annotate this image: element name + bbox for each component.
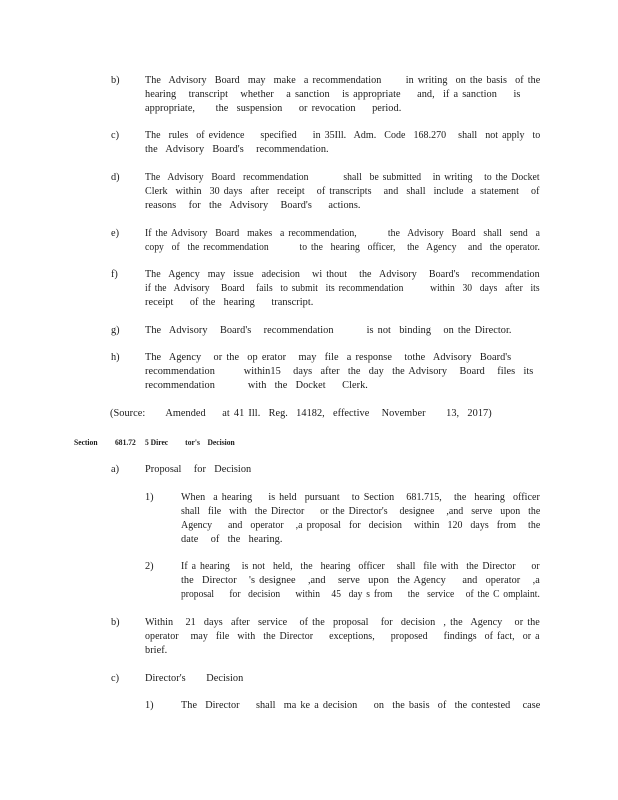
paragraph-line: If the Advisory Board makes a recommendation, the Advisory Board shall send a [145,228,541,239]
paragraph-line: The Agency may issue adecision wi thout the Advisory Board's recommendation [145,269,540,280]
paragraph-line: The Advisory Board may make a recommendation in writing on the basis of the [145,75,541,86]
paragraph-line: The rules of evidence specified in 35Ill. Adm. Code 168.270 shall not apply to [145,130,541,141]
paragraph-line: brief. [145,645,168,656]
item-label: f) [111,269,118,280]
paragraph-line: appropriate, the suspension or revocation period. [145,103,402,114]
item-label: 1) [145,492,154,503]
paragraph-line: the Director 's designee ,and serve upon the Agency and operator ,a [181,575,540,586]
item-label: c) [111,673,119,684]
source-note: (Source: Amended at 41 Ill. Reg. 14182, effective November 13, 2017) [110,408,492,419]
section-number: 681.72 [115,437,136,447]
paragraph-line: shall file with the Director or the Director's designee ,and serve upon the [181,506,541,517]
paragraph-line: if the Advisory Board fails to submit its recommendation within 30 days after its [145,283,540,294]
item-label: h) [111,352,120,363]
item-heading: Director's Decision [145,673,244,684]
item-label: b) [111,75,120,86]
paragraph-line: hearing transcript whether a sanction is appropriate and, if a sanction is [145,89,521,100]
paragraph-line: If a hearing is not held, the hearing officer shall file with the Director or [181,561,540,572]
section-word: Section [74,437,98,447]
paragraph-line: date of the hearing. [181,534,283,545]
item-label: g) [111,325,120,336]
item-label: b) [111,617,120,628]
section-title: 5 Direc tor's Decision [145,437,235,447]
item-label: e) [111,228,119,239]
paragraph-line: Within 21 days after service of the proposal for decision , the Agency or the [145,617,540,628]
paragraph-line: The Advisory Board's recommendation is not binding on the Director. [145,325,512,336]
item-heading: Proposal for Decision [145,464,252,475]
paragraph-line: When a hearing is held pursuant to Section 681.715, the hearing officer [181,492,540,503]
item-label: d) [111,172,120,183]
paragraph-line: Clerk within 30 days after receipt of transcripts and shall include a statement of [145,186,540,197]
item-label: 2) [145,561,154,572]
paragraph-line: The Advisory Board recommendation shall be submitted in writing to the Docket [145,172,540,183]
item-label: c) [111,130,119,141]
paragraph-line: The Director shall ma ke a decision on the basis of the contested case [181,700,541,711]
paragraph-line: copy of the recommendation to the hearing officer, the Agency and the operator. [145,242,540,253]
paragraph-line: receipt of the hearing transcript. [145,297,314,308]
paragraph-line: recommendation with the Docket Clerk. [145,380,368,391]
paragraph-line: operator may file with the Director exceptions, proposed findings of fact, or a [145,631,540,642]
item-label: a) [111,464,119,475]
paragraph-line: Agency and operator ,a proposal for decision within 120 days from the [181,520,541,531]
paragraph-line: recommendation within15 days after the day the Advisory Board files its [145,366,534,377]
paragraph-line: reasons for the Advisory Board's actions. [145,200,361,211]
paragraph-line: The Agency or the op erator may file a response tothe Advisory Board's [145,352,512,363]
paragraph-line: the Advisory Board's recommendation. [145,144,329,155]
paragraph-line: proposal for decision within 45 day s from the service of the C omplaint. [181,589,540,600]
item-label: 1) [145,700,154,711]
